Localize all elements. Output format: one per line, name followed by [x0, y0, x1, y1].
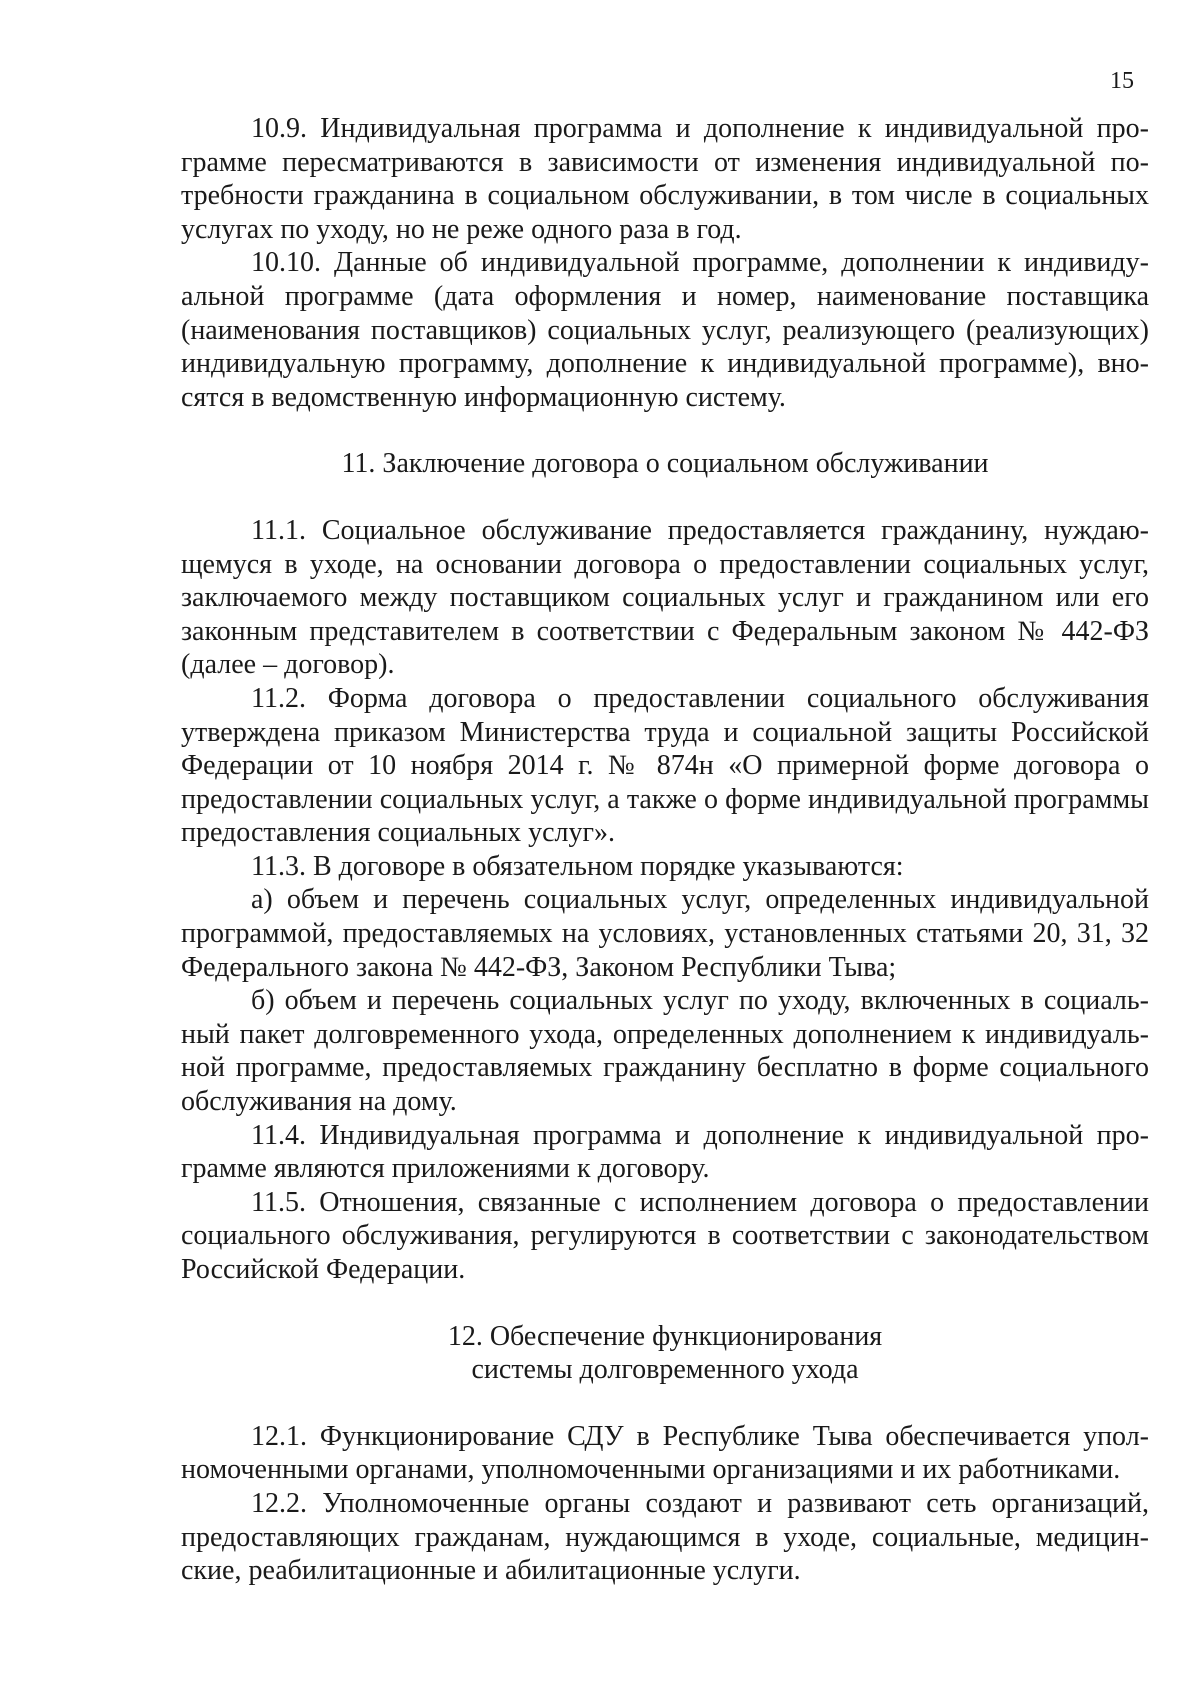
paragraph-11-2: 11.2. Форма договора о предоставлении социального обслуживания утверждена приказом Министерства труда и социальной защиты Российской Федерации от 10 ноября 2014 г. № 874н «О примерной форме договора о предоставлении социальных услуг, а также о форме индивидуальной программы предоставления социальных услуг». [181, 682, 1149, 849]
paragraph-11-3-a: а) объем и перечень социальных услуг, определенных индивидуальной программой, предоставляемых на условиях, установленных статьями 20, 31, 32 Федерального закона № 442-ФЗ, Законом Республики Тыва; [181, 884, 1149, 983]
paragraph-11-5: 11.5. Отношения, связанные с исполнением договора о предоставлении социального обслуживания, регулируются в соответствии с законодательством Российской Федерации. [181, 1186, 1149, 1285]
page-number: 15 [1110, 68, 1134, 94]
paragraph-11-1: 11.1. Социальное обслуживание предоставляется гражданину, нуждающемуся в уходе, на основании договора о предоставлении социальных услуг, заключаемого между поставщиком социальных услуг и гражданином или его законным представителем в соответствии с Федеральным законом № 442-ФЗ (далее – договор). [181, 514, 1149, 681]
paragraph-11-4: 11.4. Индивидуальная программа и дополнение к индивидуальной программе являются приложениями к договору. [181, 1119, 1149, 1185]
section-heading-12 [181, 1320, 1149, 1387]
section-heading-12-line-1: 12. Обеспечение функционирования [447, 1320, 883, 1352]
paragraph-10-9: 10.9. Индивидуальная программа и дополнение к индивидуальной программе пересматриваются в зависимости от изменения индивидуальной потребности гражданина в социальном обслуживании, в том числе в социальных услугах по уходу, но не реже одного раза в год. [181, 113, 1149, 245]
paragraph-12-2: 12.2. Уполномоченные органы создают и развивают сеть организаций, предоставляющих гражданам, нуждающимся в уходе, социальные, медицинские, реабилитационные и абилитационные услуги. [181, 1487, 1149, 1587]
section-heading-12-line-2: системы долговременного ухода [471, 1354, 859, 1386]
paragraph-11-3-b: б) объем и перечень социальных услуг по уходу, включенных в социальный пакет долговременного ухода, определенных дополнением к индивидуальной программе, предоставляемых гражданину бесплатно в форме социального обслуживания на дому. [181, 985, 1149, 1118]
paragraph-11-3: 11.3. В договоре в обязательном порядке указываются: [251, 850, 904, 882]
paragraph-12-1: 12.1. Функционирование СДУ в Республике Тыва обеспечивается уполномоченными органами, уполномоченными организациями и их работниками. [181, 1420, 1149, 1486]
document-body [181, 112, 1149, 1588]
paragraph-10-10: 10.10. Данные об индивидуальной программе, дополнении к индивидуальной программе (дата оформления и номер, наименование поставщика (наименования поставщиков) социальных услуг, реализующего (реализующих) индивидуальную программу, дополнение к индивидуальной программе), вносятся в ведомственную информационную систему. [181, 247, 1149, 413]
section-heading-11: 11. Заключение договора о социальном обслуживании [341, 448, 989, 480]
